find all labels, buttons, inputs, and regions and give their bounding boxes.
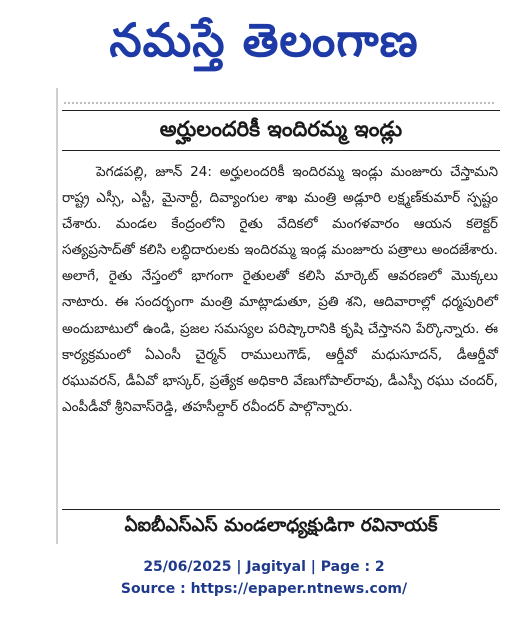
next-article-headline: ఏఐబీఎస్ఎస్ మండలాధ్యక్షుడిగా రవినాయక్ [124,515,438,536]
news-clipping [56,88,504,544]
article-body [62,159,498,420]
article-headline: అర్హులందరికీ ఇందిరమ్మ ఇండ్లు [159,117,403,141]
subhead-top-rule [62,509,500,510]
article-paragraph: పెగడపల్లి, జూన్ 24: అర్హులందరికీ ఇందిరమ్మ ఇండ్లు మంజూరు చేస్తామని రాష్ట్ర ఎస్సీ, ఎస్టీ, మైనార్టీ, దివ్యాంగుల శాఖ మంత్రి అడ్లూరి లక్ష్మణ్‌కుమార్ స్పష్టం చేశారు. మండల కేంద్రంలోని రైతు వేదికలో మంగళవారం ఆయన కలెక్టర్ సత్యప్రసాద్‌తో కలిసి లబ్ధిదారులకు ఇందిరమ్మ ఇండ్ల మంజూరు పత్రాలు అందజేశారు. అలాగే, రైతు నేస్తంలో భాగంగా రైతులతో కలిసి మార్కెట్ ఆవరణలో మొక్కలు నాటారు. ఈ సందర్భంగా మంత్రి మాట్లాడుతూ, ప్రతి శని, ఆదివారాల్లో ధర్మపురిలో అందుబాటులో ఉండి, ప్రజల సమస్యల పరిష్కారానికి కృషి చేస్తానని పేర్కొన్నారు. ఈ కార్యక్రమంలో ఏఎంసీ చైర్మన్ రాములుగౌడ్, ఆర్డీవో మధుసూదన్, డీఆర్డీవో రఘువరన్, డీఏవో భాస్కర్, ప్రత్యేక అధికారి వేణుగోపాల్‌రావు, డీఎస్పీ రఘు చందర్, ఎంపీడీవో శ్రీనివాస్‌రెడ్డి, తహసీల్దార్ రవీందర్ పాల్గొన్నారు. [62,164,498,415]
headline-top-rule [62,110,500,111]
page-footer [0,556,528,600]
previous-article-cut-edge [64,92,494,104]
edition-info: 25/06/2025 | Jagityal | Page : 2 [143,559,385,575]
headline-bottom-rule [62,150,500,151]
masthead-title: నమస్తే తెలంగాణ [109,13,419,67]
source-link[interactable]: Source : https://epaper.ntnews.com/ [120,581,408,597]
